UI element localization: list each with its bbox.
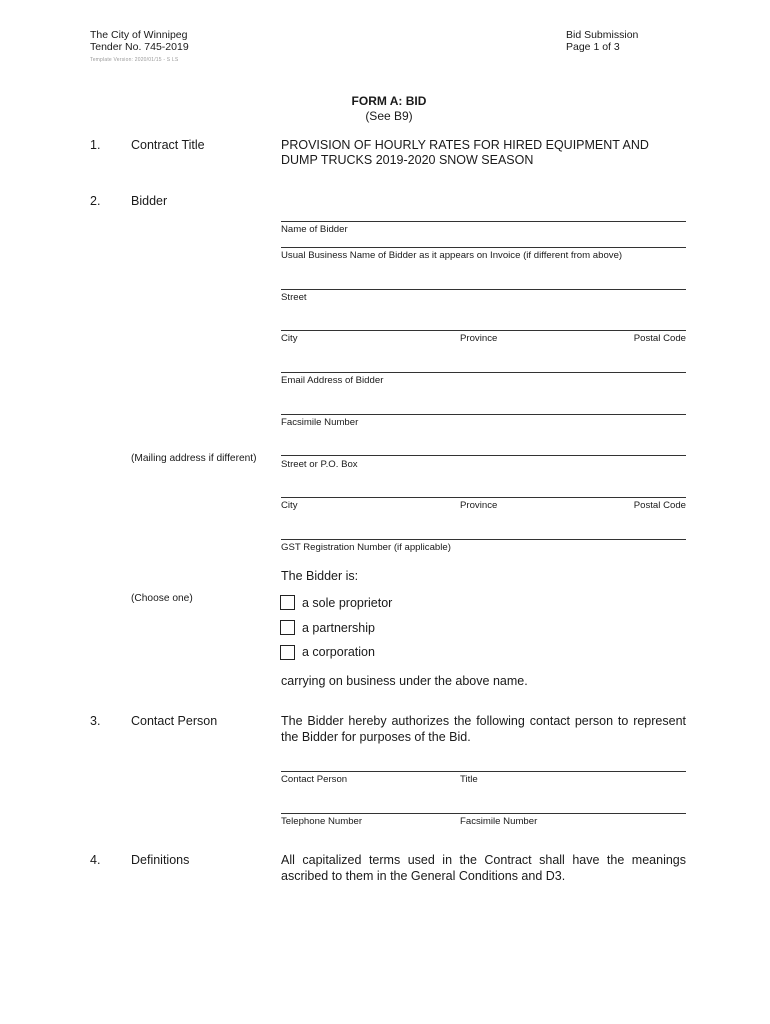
section-1-label: Contract Title <box>131 138 205 152</box>
contract-title-line1: PROVISION OF HOURLY RATES FOR HIRED EQUIPMENT AND <box>281 138 649 152</box>
bidder-name-line[interactable] <box>281 221 686 222</box>
mailing-city-caption: City <box>281 500 298 511</box>
form-title: FORM A: BID <box>351 94 427 108</box>
mailing-province-caption: Province <box>460 500 498 511</box>
contact-title-caption: Title <box>460 774 478 785</box>
section-3-label: Contact Person <box>131 714 218 728</box>
street-line[interactable] <box>281 289 686 290</box>
mailing-postal-caption: Postal Code <box>633 500 686 511</box>
org-name: The City of Winnipeg <box>90 29 188 41</box>
postal-code-caption: Postal Code <box>633 333 686 344</box>
telephone-caption: Telephone Number <box>281 816 363 827</box>
section-3-number: 3. <box>90 714 101 728</box>
section-1-number: 1. <box>90 138 101 152</box>
city-caption: City <box>281 333 298 344</box>
fax-line[interactable] <box>281 414 686 415</box>
contract-title-line2: DUMP TRUCKS 2019-2020 SNOW SEASON <box>281 153 534 167</box>
corporation-checkbox[interactable] <box>280 645 295 660</box>
bidder-is-label: The Bidder is: <box>281 569 359 583</box>
email-caption: Email Address of Bidder <box>281 375 384 386</box>
sole-proprietor-checkbox[interactable] <box>280 595 295 610</box>
tender-number: Tender No. 745-2019 <box>90 41 189 53</box>
email-line[interactable] <box>281 372 686 373</box>
telephone-line[interactable] <box>281 813 686 814</box>
mailing-city-line[interactable] <box>281 497 686 498</box>
page-number: Page 1 of 3 <box>566 41 620 53</box>
definitions-text: All capitalized terms used in the Contract shall have the meanings ascribed to them in the General Conditions and D3. <box>281 853 686 883</box>
city-province-postal-line[interactable] <box>281 330 686 331</box>
template-version: Template Version: 2020/01/15 - S LS <box>90 57 179 63</box>
section-4-number: 4. <box>90 853 101 867</box>
partnership-checkbox[interactable] <box>280 620 295 635</box>
mailing-street-caption: Street or P.O. Box <box>281 459 358 470</box>
partnership-label: a partnership <box>302 621 375 635</box>
mailing-address-note: (Mailing address if different) <box>131 453 257 464</box>
province-caption: Province <box>460 333 498 344</box>
gst-line[interactable] <box>281 539 686 540</box>
section-2-label: Bidder <box>131 194 168 208</box>
fax-caption: Facsimile Number <box>281 417 359 428</box>
choose-one-note: (Choose one) <box>131 593 193 604</box>
corporation-label: a corporation <box>302 645 375 659</box>
contact-person-line[interactable] <box>281 771 686 772</box>
sole-proprietor-label: a sole proprietor <box>302 596 393 610</box>
section-4-label: Definitions <box>131 853 190 867</box>
contact-fax-caption: Facsimile Number <box>460 816 538 827</box>
section-2-number: 2. <box>90 194 101 208</box>
contact-person-caption: Contact Person <box>281 774 348 785</box>
carrying-on-business-text: carrying on business under the above name. <box>281 674 528 688</box>
business-name-caption: Usual Business Name of Bidder as it appears on Invoice (if different from above) <box>281 250 623 261</box>
street-caption: Street <box>281 292 307 303</box>
gst-caption: GST Registration Number (if applicable) <box>281 542 451 553</box>
contact-authorization-text: The Bidder hereby authorizes the following contact person to represent the Bidder for purposes of the Bid. <box>281 714 686 744</box>
doc-type: Bid Submission <box>566 29 639 41</box>
business-name-line[interactable] <box>281 247 686 248</box>
bidder-name-caption: Name of Bidder <box>281 224 348 235</box>
mailing-street-line[interactable] <box>281 455 686 456</box>
form-subtitle: (See B9) <box>365 109 413 123</box>
